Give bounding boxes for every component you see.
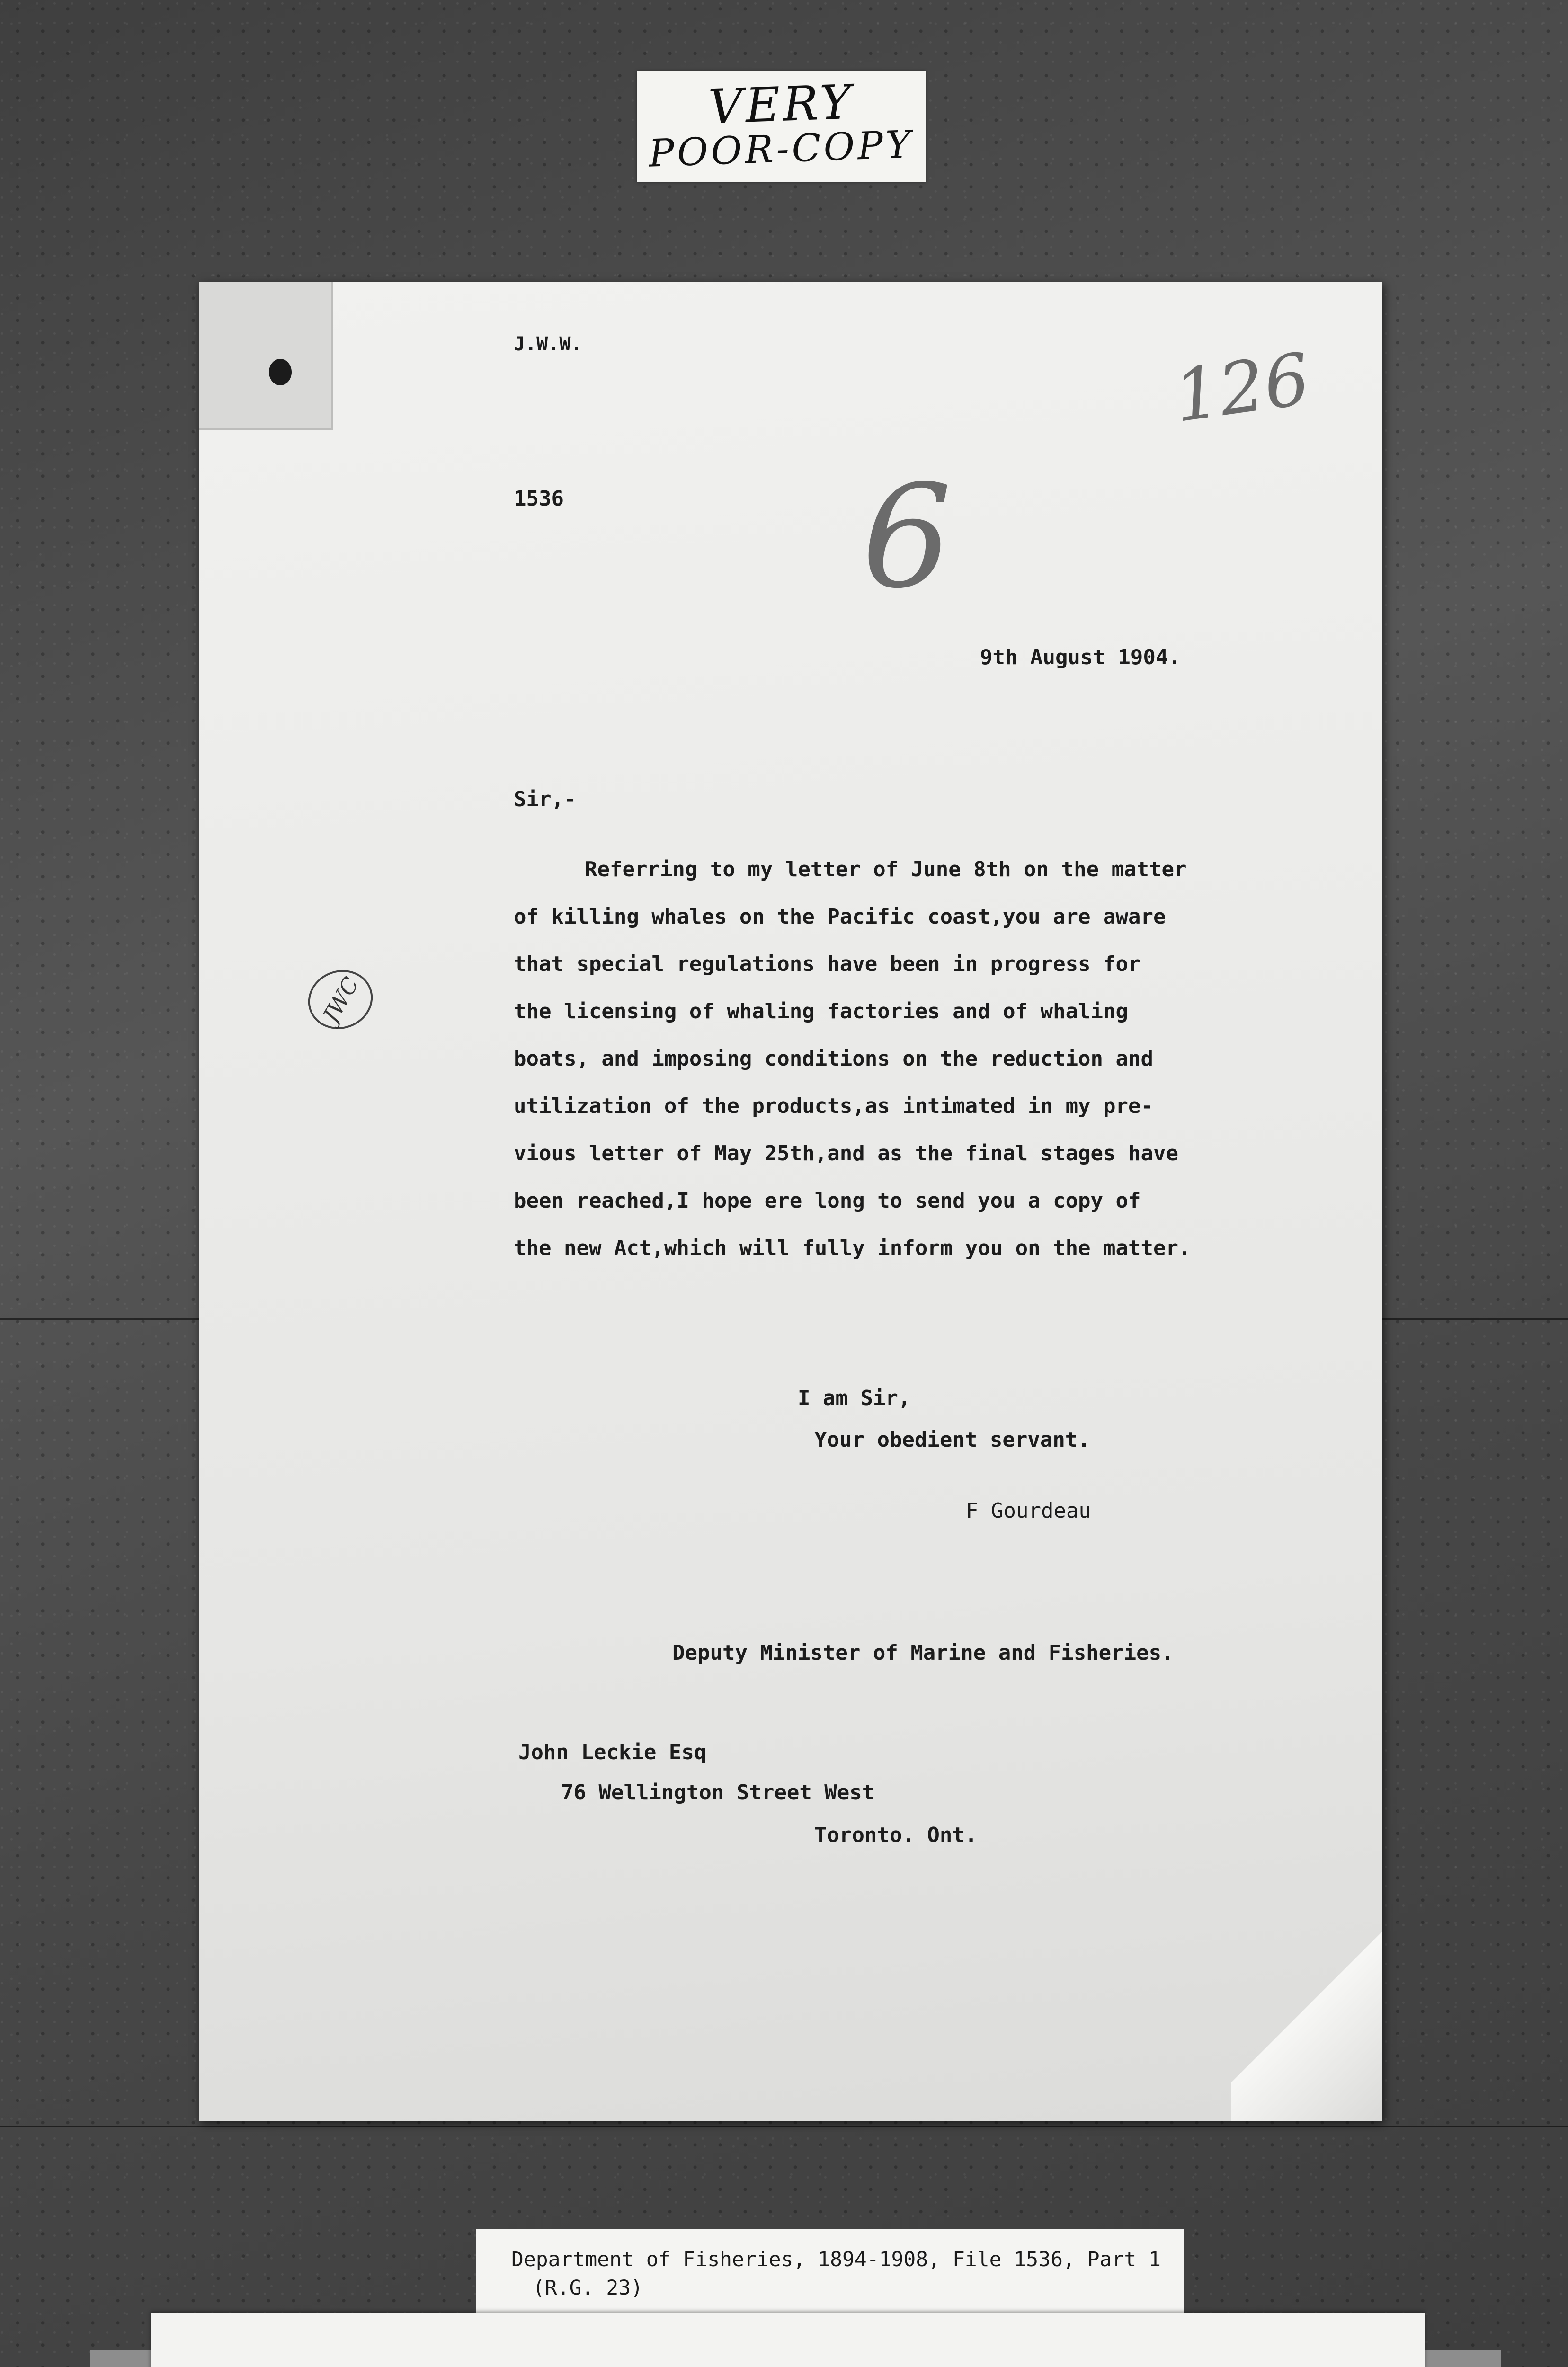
archive-reference-label xyxy=(476,2229,1184,2316)
body-line: the new Act,which will fully inform you on the matter. xyxy=(514,1236,1191,1260)
letter-page xyxy=(199,282,1382,2121)
addressee: John Leckie Esq xyxy=(518,1740,707,1764)
body-line: of killing whales on the Pacific coast,you are aware xyxy=(514,905,1166,929)
folio-mark: 6 xyxy=(862,454,952,620)
poor-copy-stamp xyxy=(637,71,926,182)
body-line: Referring to my letter of June 8th on the matter xyxy=(585,857,1187,881)
margin-initials-mark xyxy=(300,961,381,1038)
body-line: boats, and imposing conditions on the reduction and xyxy=(514,1047,1154,1071)
closing-line-1: I am Sir, xyxy=(798,1386,911,1410)
reference-line-2: (R.G. 23) xyxy=(533,2276,643,2300)
address-street: 76 Wellington Street West xyxy=(561,1780,875,1805)
stamp-line-2: POOR-COPY xyxy=(648,122,915,176)
letter-date: 9th August 1904. xyxy=(980,645,1181,669)
address-city: Toronto. Ont. xyxy=(814,1823,978,1847)
scan-seam-lower xyxy=(0,2126,1568,2127)
corner-tab xyxy=(199,282,333,430)
margin-initials: JWC xyxy=(317,972,364,1027)
body-line: vious letter of May 25th,and as the final stages have xyxy=(514,1141,1178,1166)
body-line: the licensing of whaling factories and of whaling xyxy=(514,999,1129,1023)
public-archives-card xyxy=(151,2313,1425,2367)
body-line: that special regulations have been in progress for xyxy=(514,952,1141,976)
body-line: utilization of the products,as intimated in my pre- xyxy=(514,1094,1154,1118)
salutation: Sir,- xyxy=(514,787,577,811)
file-number: 1536 xyxy=(514,487,564,511)
signatory-title: Deputy Minister of Marine and Fisheries. xyxy=(672,1641,1174,1665)
folded-corner xyxy=(1231,1894,1382,2121)
reference-line-1: Department of Fisheries, 1894-1908, File 1536, Part 1 xyxy=(511,2248,1161,2271)
page-mark: 126 xyxy=(1169,338,1315,439)
punch-hole-icon xyxy=(269,359,292,385)
letter-initials: J.W.W. xyxy=(514,333,582,355)
stamp-line-1: VERY xyxy=(707,74,855,135)
body-line: been reached,I hope ere long to send you a copy of xyxy=(514,1189,1141,1213)
signature: F Gourdeau xyxy=(966,1499,1091,1523)
closing-line-2: Your obedient servant. xyxy=(814,1428,1090,1452)
